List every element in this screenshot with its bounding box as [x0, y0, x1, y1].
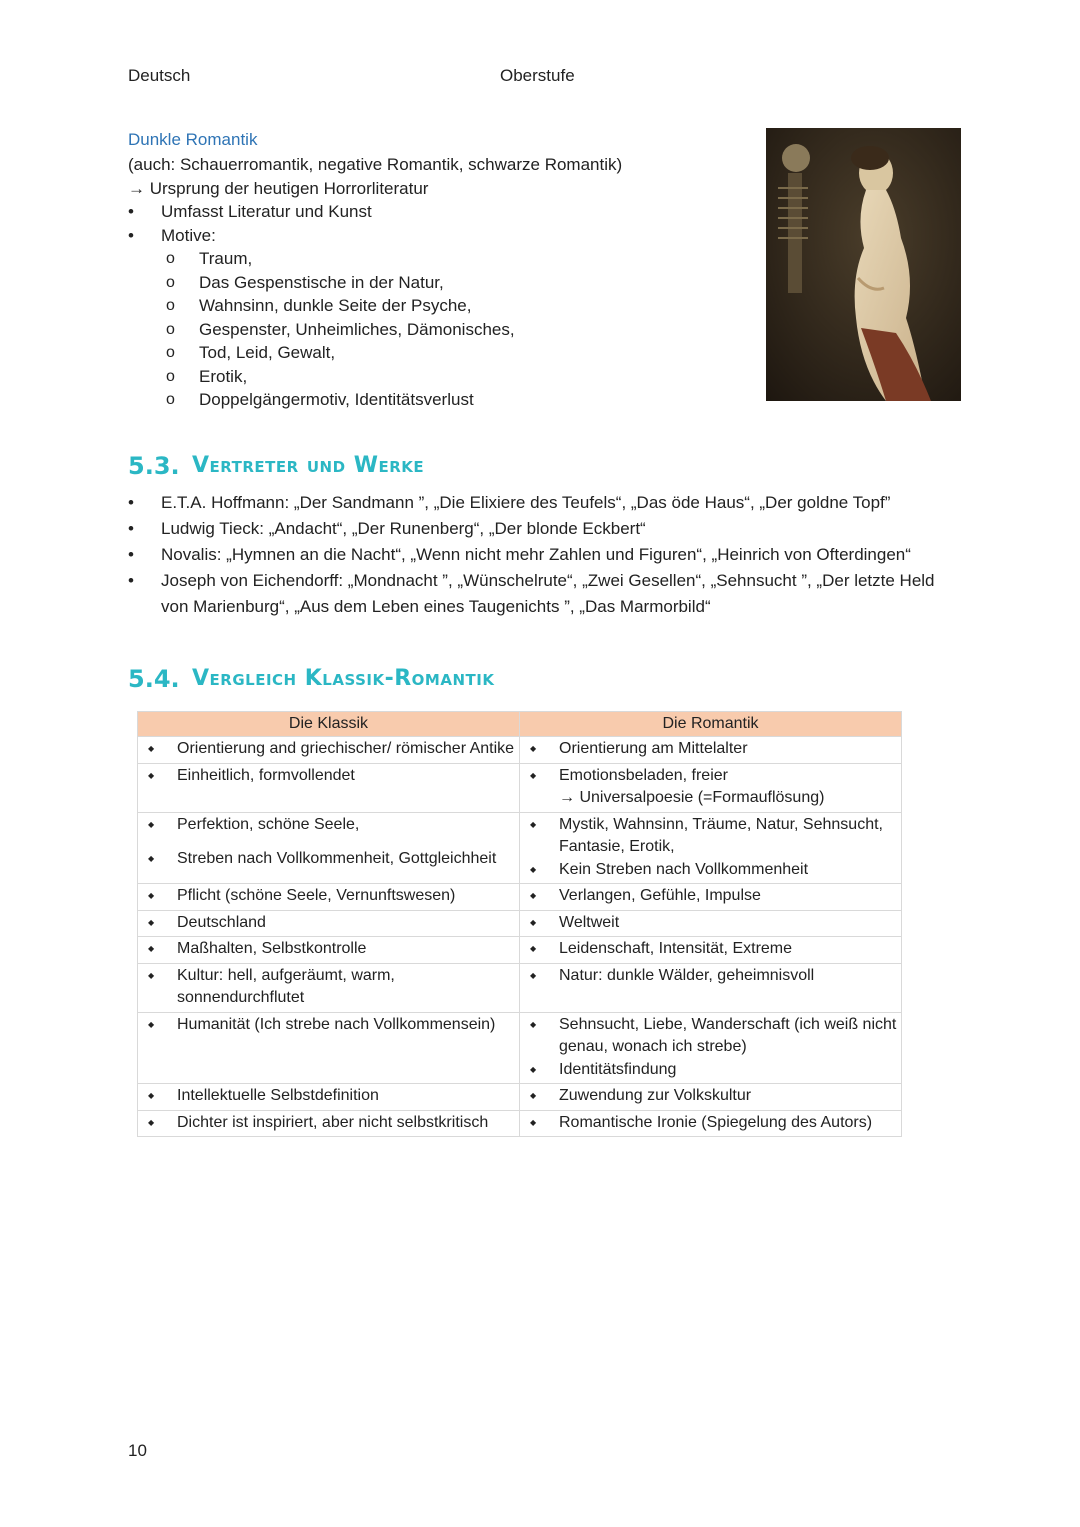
cell-item: ◆ Kein Streben nach Vollkommenheit [524, 859, 897, 882]
motive-item: o Gespenster, Unheimliches, Dämonisches, [128, 318, 622, 342]
comparison-table [137, 711, 902, 1137]
cell-item: ◆ Weltweit [524, 912, 897, 935]
works-item: • Ludwig Tieck: „Andacht“, „Der Runenberg“, „Der blonde Eckbert“ [128, 516, 958, 542]
cell-item: ◆ Emotionsbeladen, freier [524, 765, 897, 788]
klassik-cell [138, 763, 520, 812]
motive-item: o Das Gespenstische in der Natur, [128, 271, 622, 295]
cell-note: → Universalpoesie (=Formauflösung) [559, 789, 825, 806]
works-item: • Novalis: „Hymnen an die Nacht“, „Wenn nicht mehr Zahlen und Figuren“, „Heinrich von Ofterdingen“ [128, 542, 958, 568]
painting-image [766, 128, 961, 401]
dark-romanticism-body [128, 153, 622, 412]
klassik-cell [138, 910, 520, 937]
cell-item: ◆ Mystik, Wahnsinn, Träume, Natur, Sehnsucht, Fantasie, Erotik, [524, 814, 897, 859]
romantik-cell [520, 884, 902, 911]
dark-romanticism-heading: Dunkle Romantik [128, 130, 258, 149]
table-row [138, 1110, 902, 1137]
cell-item: ◆ Intellektuelle Selbstdefinition [142, 1085, 515, 1108]
cell-item: ◆ Sehnsucht, Liebe, Wanderschaft (ich weiß nicht genau, wonach ich strebe) [524, 1014, 897, 1059]
table-row [138, 1084, 902, 1111]
table-row [138, 737, 902, 764]
cell-item: ◆ Einheitlich, formvollendet [142, 765, 515, 788]
klassik-cell [138, 1110, 520, 1137]
table-row [138, 1012, 902, 1084]
romantik-cell [520, 1084, 902, 1111]
works-item: • Joseph von Eichendorff: „Mondnacht ”, „Wünschelrute“, „Zwei Gesellen“, „Sehnsucht ”, „Der letzte Held von Marienburg“, „Aus dem Leben eines Taugenichts ”, „Das Marmorbild“ [128, 568, 958, 620]
klassik-cell [138, 812, 520, 884]
motive-item: o Doppelgängermotiv, Identitätsverlust [128, 388, 622, 412]
cell-item: ◆ Leidenschaft, Intensität, Extreme [524, 938, 897, 961]
klassik-cell [138, 884, 520, 911]
section-number: 5.4. [128, 665, 180, 693]
works-item: • E.T.A. Hoffmann: „Der Sandmann ”, „Die Elixiere des Teufels“, „Das öde Haus“, „Der goldne Topf” [128, 490, 958, 516]
cell-item: ◆ Humanität (Ich strebe nach Vollkommensein) [142, 1014, 515, 1037]
bullet-item: • Motive: [128, 224, 622, 248]
cell-item: ◆ Romantische Ironie (Spiegelung des Autors) [524, 1112, 897, 1135]
page-number: 10 [128, 1441, 147, 1460]
table-row [138, 937, 902, 964]
header-subject: Deutsch [128, 66, 191, 85]
motive-item: o Erotik, [128, 365, 622, 389]
motive-item: o Wahnsinn, dunkle Seite der Psyche, [128, 294, 622, 318]
table-row [138, 812, 902, 884]
table-row [138, 963, 902, 1012]
table-row [138, 884, 902, 911]
table-row [138, 910, 902, 937]
romantik-cell [520, 1012, 902, 1084]
romantik-cell [520, 812, 902, 884]
cell-item: ◆ Kultur: hell, aufgeräumt, warm, sonnendurchflutet [142, 965, 515, 1010]
cell-item: ◆ Verlangen, Gefühle, Impulse [524, 885, 897, 908]
table-header-row [138, 712, 902, 737]
cell-item: ◆ Dichter ist inspiriert, aber nicht selbstkritisch [142, 1112, 515, 1135]
romantik-cell [520, 963, 902, 1012]
klassik-cell [138, 1012, 520, 1084]
motive-item: o Traum, [128, 247, 622, 271]
romantik-cell [520, 910, 902, 937]
cell-item: ◆ Identitätsfindung [524, 1059, 897, 1082]
cell-item: ◆ Deutschland [142, 912, 515, 935]
cell-item: ◆ Natur: dunkle Wälder, geheimnisvoll [524, 965, 897, 988]
cell-item: ◆ Orientierung and griechischer/ römischer Antike [142, 738, 515, 761]
klassik-cell [138, 737, 520, 764]
header-klassik: Die Klassik [138, 712, 520, 737]
romantik-cell [520, 737, 902, 764]
table-row [138, 763, 902, 812]
header-romantik: Die Romantik [520, 712, 902, 737]
works-list [128, 490, 958, 620]
cell-item: ◆ Pflicht (schöne Seele, Vernunftswesen) [142, 885, 515, 908]
cell-item: ◆ Maßhalten, Selbstkontrolle [142, 938, 515, 961]
klassik-cell [138, 937, 520, 964]
motive-item: o Tod, Leid, Gewalt, [128, 341, 622, 365]
romantik-cell [520, 937, 902, 964]
klassik-cell [138, 963, 520, 1012]
origin-line: → Ursprung der heutigen Horrorliteratur [128, 178, 429, 198]
header-level: Oberstufe [500, 66, 575, 85]
painting-graphic [766, 128, 961, 401]
romantik-cell [520, 763, 902, 812]
aka-line: (auch: Schauerromantik, negative Romantik, schwarze Romantik) [128, 155, 623, 174]
cell-item: ◆ Orientierung am Mittelalter [524, 738, 897, 761]
section-title: Vergleich Klassik-Romantik [192, 666, 495, 691]
section-title: Vertreter und Werke [192, 453, 425, 478]
section-number: 5.3. [128, 452, 180, 480]
klassik-cell [138, 1084, 520, 1111]
cell-item: ◆ Zuwendung zur Volkskultur [524, 1085, 897, 1108]
cell-item: ◆ Perfektion, schöne Seele, [142, 814, 515, 837]
romantik-cell [520, 1110, 902, 1137]
cell-item: ◆ Streben nach Vollkommenheit, Gottgleichheit [142, 848, 515, 871]
bullet-item: • Umfasst Literatur und Kunst [128, 200, 622, 224]
